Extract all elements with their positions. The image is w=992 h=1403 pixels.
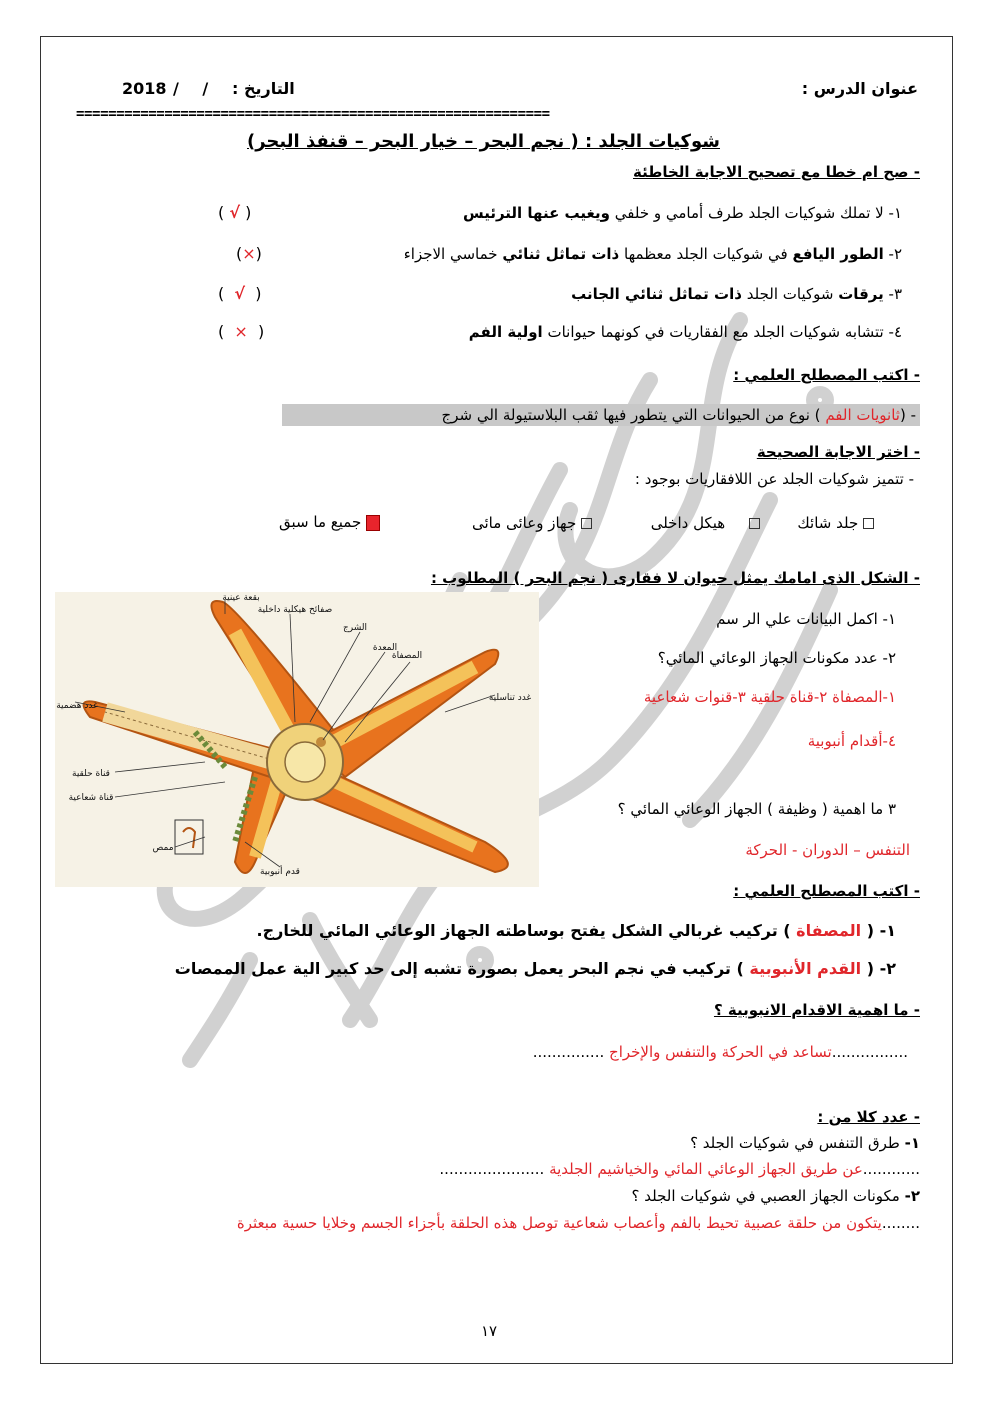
mcq-question: - تتميز شوكيات الجلد عن اللافقاريات بوجود : bbox=[634, 470, 914, 488]
term2-item-2: ٢- ( القدم الأنبوبية ) تركيب في نجم البحر يعمل بصورة تشبه إلى حد كبير الية عمل الممصات bbox=[174, 959, 896, 978]
tf-answer-2: (×) bbox=[236, 244, 262, 263]
figure-q2: ٢- عدد مكونات الجهاز الوعائي المائي؟ bbox=[657, 649, 896, 667]
label-anus: الشرج bbox=[342, 623, 368, 633]
tf-item-4: ٤- تتشابه شوكيات الجلد مع الفقاريات في كونهما حيوانات اولية الفم bbox=[468, 323, 902, 341]
tf-item-1: ١- لا تملك شوكيات الجلد طرف أمامي و خلفي ويغيب عنها الترئيس bbox=[463, 204, 902, 222]
separator-line: =========================================================== bbox=[76, 106, 550, 122]
starfish-diagram bbox=[55, 592, 539, 887]
count-a1: ............عن طريق الجهاز الوعائي المائي والخياشيم الجلدية ...................... bbox=[439, 1160, 920, 1178]
label-tube-foot: قدم أنبوبية bbox=[260, 867, 300, 877]
label-ampulla: ممص bbox=[152, 843, 174, 853]
checkbox-icon[interactable] bbox=[749, 518, 760, 529]
label-eyespot: بقعة عينية bbox=[222, 593, 260, 603]
label-gonads: غدد تناسلية bbox=[488, 693, 532, 703]
term2-heading: - اكتب المصطلح العلمي : bbox=[733, 882, 920, 900]
count-a2: ........يتكون من حلقة عصبية تحيط بالفم وأعصاب شعاعية توصل هذه الحلقة بأجزاء الجسم وخلايا حسية مبعثرة bbox=[236, 1214, 920, 1232]
term2-item-1: ١- ( المصفاة ) تركيب غربالي الشكل يفتح بوساطته الجهاز الوعائي المائي للخارج. bbox=[256, 921, 896, 940]
figure-a2-line2: ٤-أقدام أنبوبية bbox=[807, 732, 896, 750]
label-ring-canal: قناة حلقية bbox=[72, 769, 110, 779]
label-stomach: المعدة bbox=[372, 643, 398, 653]
tf-answer-1: ( √ ) bbox=[218, 203, 252, 222]
checkbox-icon[interactable] bbox=[581, 518, 592, 529]
tube-feet-answer: ................تساعد في الحركة والتنفس والإخراج ............... bbox=[532, 1043, 908, 1061]
count-q2: ٢- مكونات الجهاز العصبي في شوكيات الجلد ؟ bbox=[631, 1187, 920, 1205]
mcq-option-3[interactable]: جهاز وعائى مائى bbox=[472, 514, 592, 532]
mcq-heading: - اختر الاجابة الصحيحة bbox=[756, 443, 920, 461]
date-slashes: / / bbox=[173, 79, 209, 98]
date-year: 2018 bbox=[122, 79, 167, 98]
checkbox-icon[interactable] bbox=[863, 518, 874, 529]
figure-a3: التنفس – الدوران - الحركة bbox=[745, 841, 910, 859]
figure-a2-line1: ١-المصفاة ٢-قناة حلقية ٣-قنوات شعاعية bbox=[643, 688, 896, 706]
mcq-option-2[interactable]: هيكل داخلى bbox=[651, 514, 760, 532]
figure-heading: - الشكل الذى امامك يمثل حيوان لا فقارى ( نجم البحر ) المطلوب : bbox=[430, 569, 920, 587]
count-heading: - عدد كلا من : bbox=[817, 1108, 920, 1126]
lesson-title-label: عنوان الدرس : bbox=[801, 79, 918, 98]
term1-heading: - اكتب المصطلح العلمي : bbox=[733, 366, 920, 384]
mcq-option-4-selected[interactable]: جميع ما سبق bbox=[279, 513, 380, 531]
page-number: ١٧ bbox=[481, 1322, 498, 1340]
term1-item: - (ثانويات الفم ) نوع من الحيوانات التي يتطور فيها ثقب البلاستيولة الي شرج bbox=[282, 404, 920, 426]
label-skeletal-plates: صفائح هيكلية داخلية bbox=[257, 605, 333, 615]
tf-heading: - صح ام خطا مع تصحيح الاجابة الخاطئة bbox=[632, 163, 920, 181]
label-digestive-glands: غدد هضمية bbox=[56, 701, 98, 711]
tf-answer-4: ( × ) bbox=[218, 322, 265, 341]
tf-answer-3: ( √ ) bbox=[218, 284, 262, 303]
tf-item-3: ٣- يرقات شوكيات الجلد ذات تماثل ثنائي الجانب bbox=[571, 285, 902, 303]
mcq-option-1[interactable]: جلد شائك bbox=[797, 514, 874, 532]
tf-item-2: ٢- الطور اليافع في شوكيات الجلد معظمها ذات تماثل ثنائي خماسي الاجزاء bbox=[403, 245, 902, 263]
label-radial-canal: قناة شعاعية bbox=[68, 793, 114, 803]
label-madreporite: المصفاة bbox=[391, 651, 423, 661]
tube-feet-heading: - ما اهمية الاقدام الانبوبية ؟ bbox=[713, 1001, 920, 1019]
checkbox-checked-icon[interactable] bbox=[366, 515, 380, 531]
figure-q1: ١- اكمل البيانات علي الر سم bbox=[716, 610, 896, 628]
figure-q3: ٣ ما اهمية ( وظيفة ) الجهاز الوعائي المائي ؟ bbox=[617, 800, 896, 818]
lesson-main-title: شوكيات الجلد : ( نجم البحر – خيار البحر – قنفذ البحر) bbox=[247, 131, 720, 152]
count-q1: ١- طرق التنفس في شوكيات الجلد ؟ bbox=[690, 1134, 920, 1152]
date-label: التاريخ : bbox=[232, 79, 295, 98]
